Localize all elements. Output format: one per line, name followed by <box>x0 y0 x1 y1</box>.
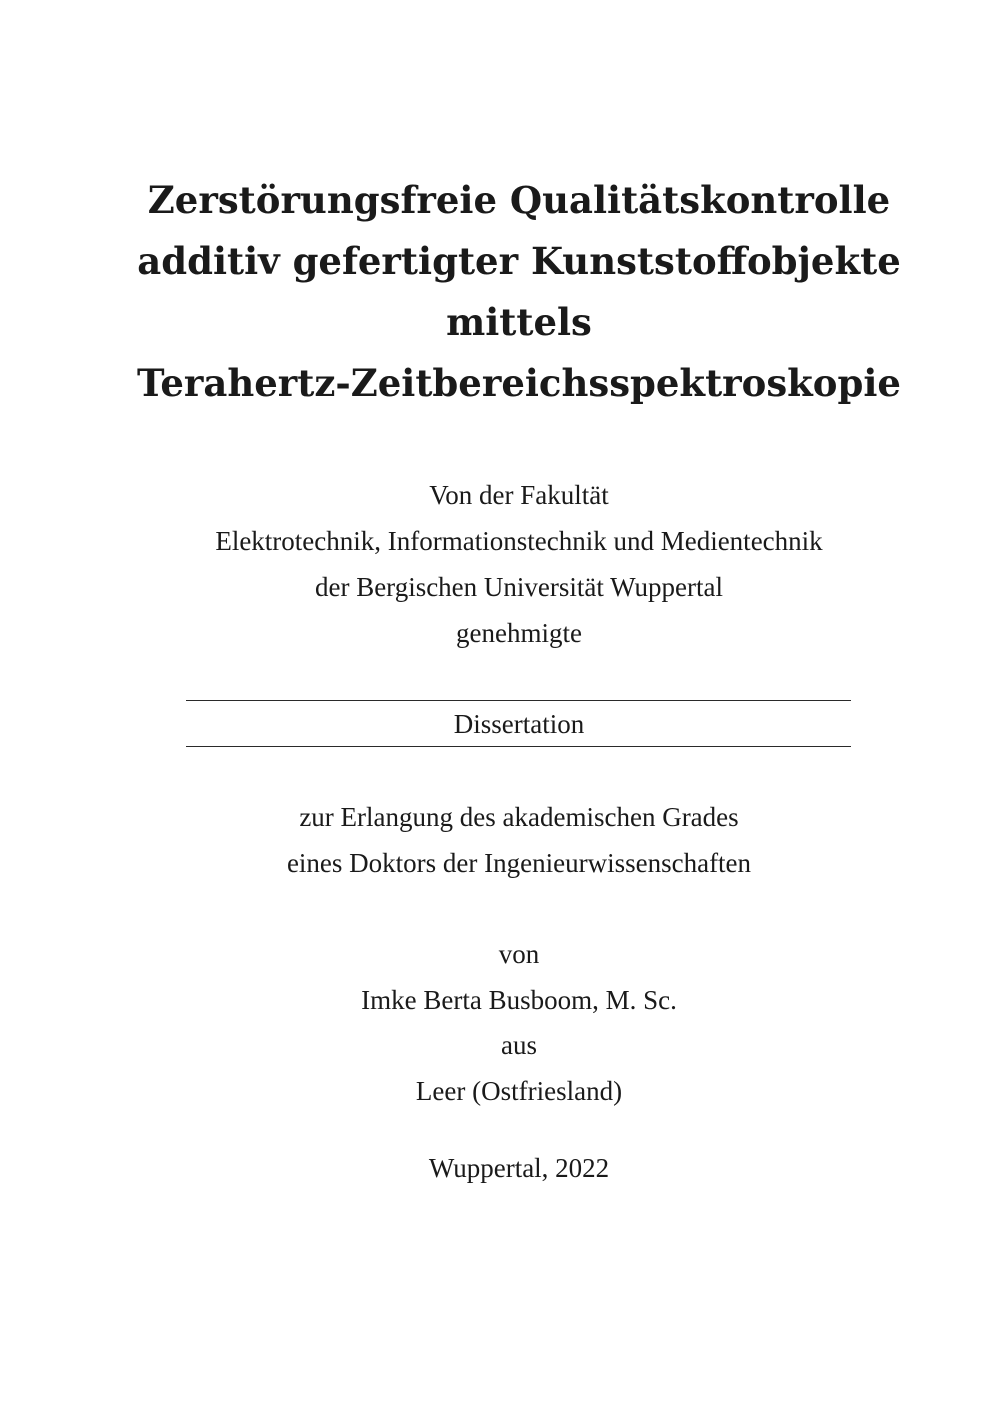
title-line-4: Terahertz-Zeitbereichsspektroskopie <box>137 361 901 405</box>
title-line-3: mittels <box>446 300 592 344</box>
author-prefix: von <box>498 939 540 969</box>
faculty-line-1: Von der Fakultät <box>429 480 609 510</box>
author-from: aus <box>501 1030 537 1060</box>
author-origin: Leer (Ostfriesland) <box>415 1076 623 1106</box>
faculty-line-2: Elektrotechnik, Informationstechnik und Medientechnik <box>215 526 823 556</box>
divider-bottom <box>186 746 851 747</box>
title-line-1: Zerstörungsfreie Qualitätskontrolle <box>147 178 891 222</box>
document-type: Dissertation <box>453 709 585 739</box>
faculty-line-3: der Bergischen Universität Wuppertal <box>314 572 724 602</box>
thesis-title <box>100 170 938 414</box>
degree-line-1: zur Erlangung des akademischen Grades <box>299 802 739 832</box>
divider-top <box>186 700 851 701</box>
place-date: Wuppertal, 2022 <box>428 1153 610 1183</box>
author-name: Imke Berta Busboom, M. Sc. <box>361 985 677 1015</box>
title-line-2: additiv gefertigter Kunststoffobjekte <box>137 239 901 283</box>
faculty-line-4: genehmigte <box>456 618 582 648</box>
degree-line-2: eines Doktors der Ingenieurwissenschaften <box>286 848 752 878</box>
